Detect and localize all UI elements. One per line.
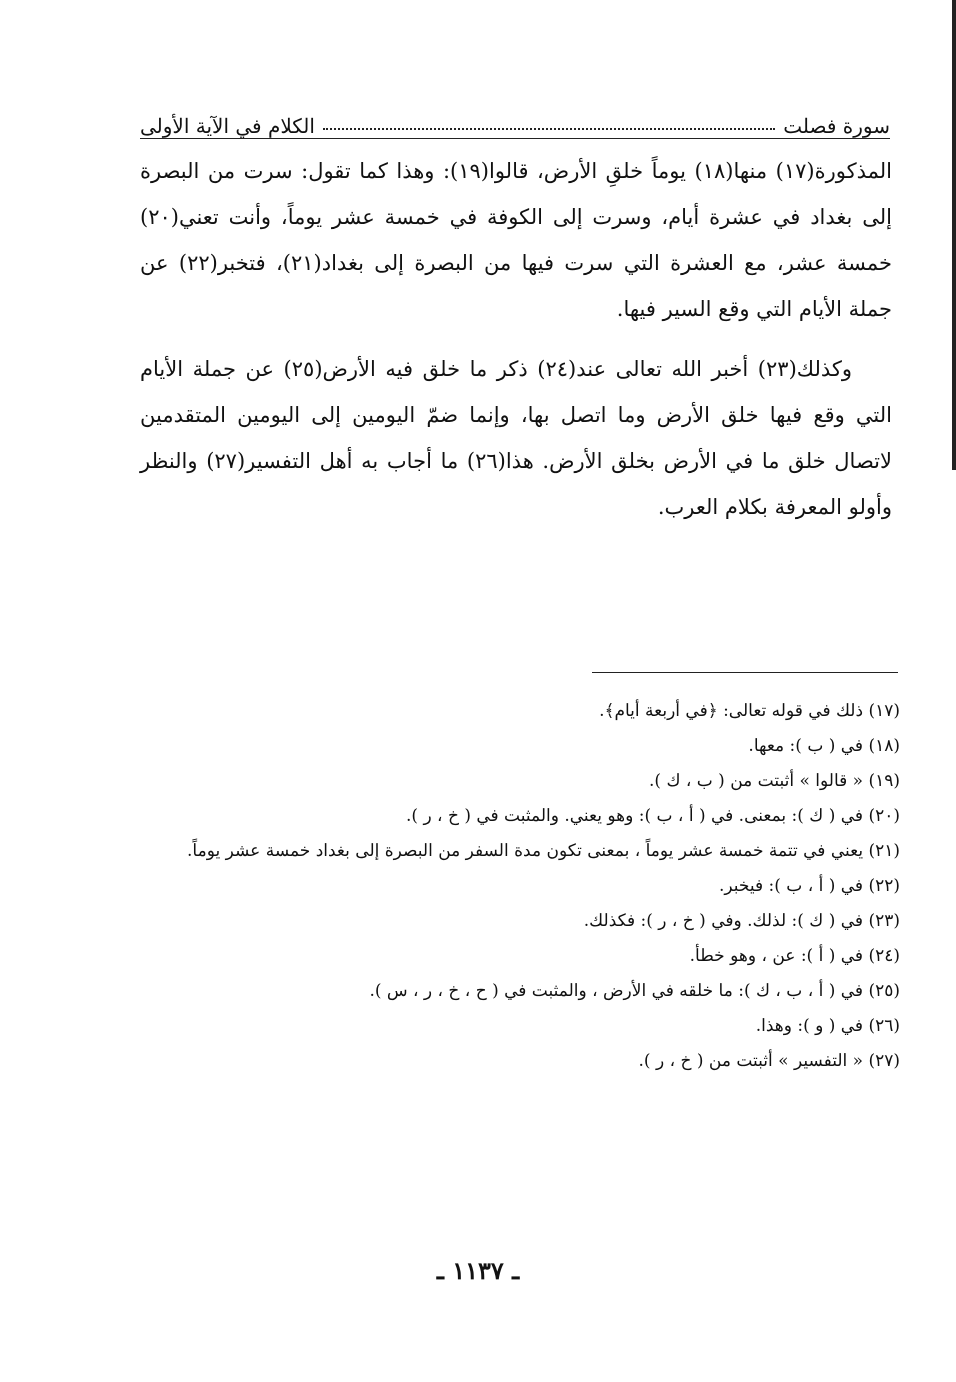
header-rule xyxy=(140,138,890,139)
scan-edge xyxy=(952,0,956,470)
paragraph-1: المذكورة(١٧) منها(١٨) يوماً خلقِ الأرض، قالوا(١٩): وهذا كما تقول: سرت من البصرة إلى بغداد في عشرة أيام، وسرت إلى الكوفة في خمسة عشر يوماً، وأنت تعني(٢٠) خمسة عشر، مع العشرة التي سرت فيها من البصرة إلى بغداد(٢١)، فتخبر(٢٢) عن جملة الأيام التي وقع السير فيها. xyxy=(140,159,892,321)
footnote-19: (١٩) « قالوا » أثبتت من ( ب ، ك ). xyxy=(649,771,900,791)
footnote-22: (٢٢) في ( أ ، ب ): فيخبر. xyxy=(718,876,900,896)
footnote-20: (٢٠) في ( ك ): بمعنى. في ( أ ، ب ): وهو يعني. والمثبت في ( خ ، ر ). xyxy=(406,806,900,826)
page-number: ـ ١١٣٧ ـ xyxy=(436,1256,520,1285)
surah-title: سورة فصلت xyxy=(783,114,890,138)
footnote-23: (٢٣) في ( ك ): لذلك. وفي ( خ ، ر ): فكذلك. xyxy=(583,911,900,931)
footnote-21: (٢١) يعني في تتمة خمسة عشر يوماً ، بمعنى تكون مدة السفر من البصرة إلى بغداد خمسة عشر يوماً. xyxy=(187,841,900,861)
footnote-18: (١٨) في ( ب ): معها. xyxy=(748,736,900,756)
main-text xyxy=(140,148,892,530)
footnote-17: (١٧) ذلك في قوله تعالى: ﴿في أربعة أيام﴾. xyxy=(599,701,900,721)
header-dot-leader xyxy=(323,128,775,130)
footnote-25: (٢٥) في ( أ ، ب ، ك ): ما خلقه في الأرض ، والمثبت في ( ح ، خ ، ر ، س ). xyxy=(369,981,900,1001)
section-title: الكلام في الآية الأولى xyxy=(140,114,315,138)
footnote-26: (٢٦) في ( و ): وهذا. xyxy=(755,1016,900,1036)
running-header xyxy=(140,86,890,136)
footnote-separator xyxy=(592,672,898,673)
footnote-24: (٢٤) في ( أ ): عن ، وهو خطأ. xyxy=(689,946,900,966)
footnotes xyxy=(150,694,900,1079)
paragraph-2: وكذلك(٢٣) أخبر الله تعالى عند(٢٤) ذكر ما خلق فيه الأرض(٢٥) عن جملة الأيام التي وقع فيها خلق الأرض وما اتصل بها، وإنما ضمّ اليومين إلى اليومين المتقدمين لاتصال خلق ما في الأرض بخلق الأرض. هذا(٢٦) ما أجاب به أهل التفسير(٢٧) والنظر وأولو المعرفة بكلام العرب. xyxy=(140,357,892,519)
footnote-27: (٢٧) « التفسير » أثبتت من ( خ ، ر ). xyxy=(638,1051,900,1071)
